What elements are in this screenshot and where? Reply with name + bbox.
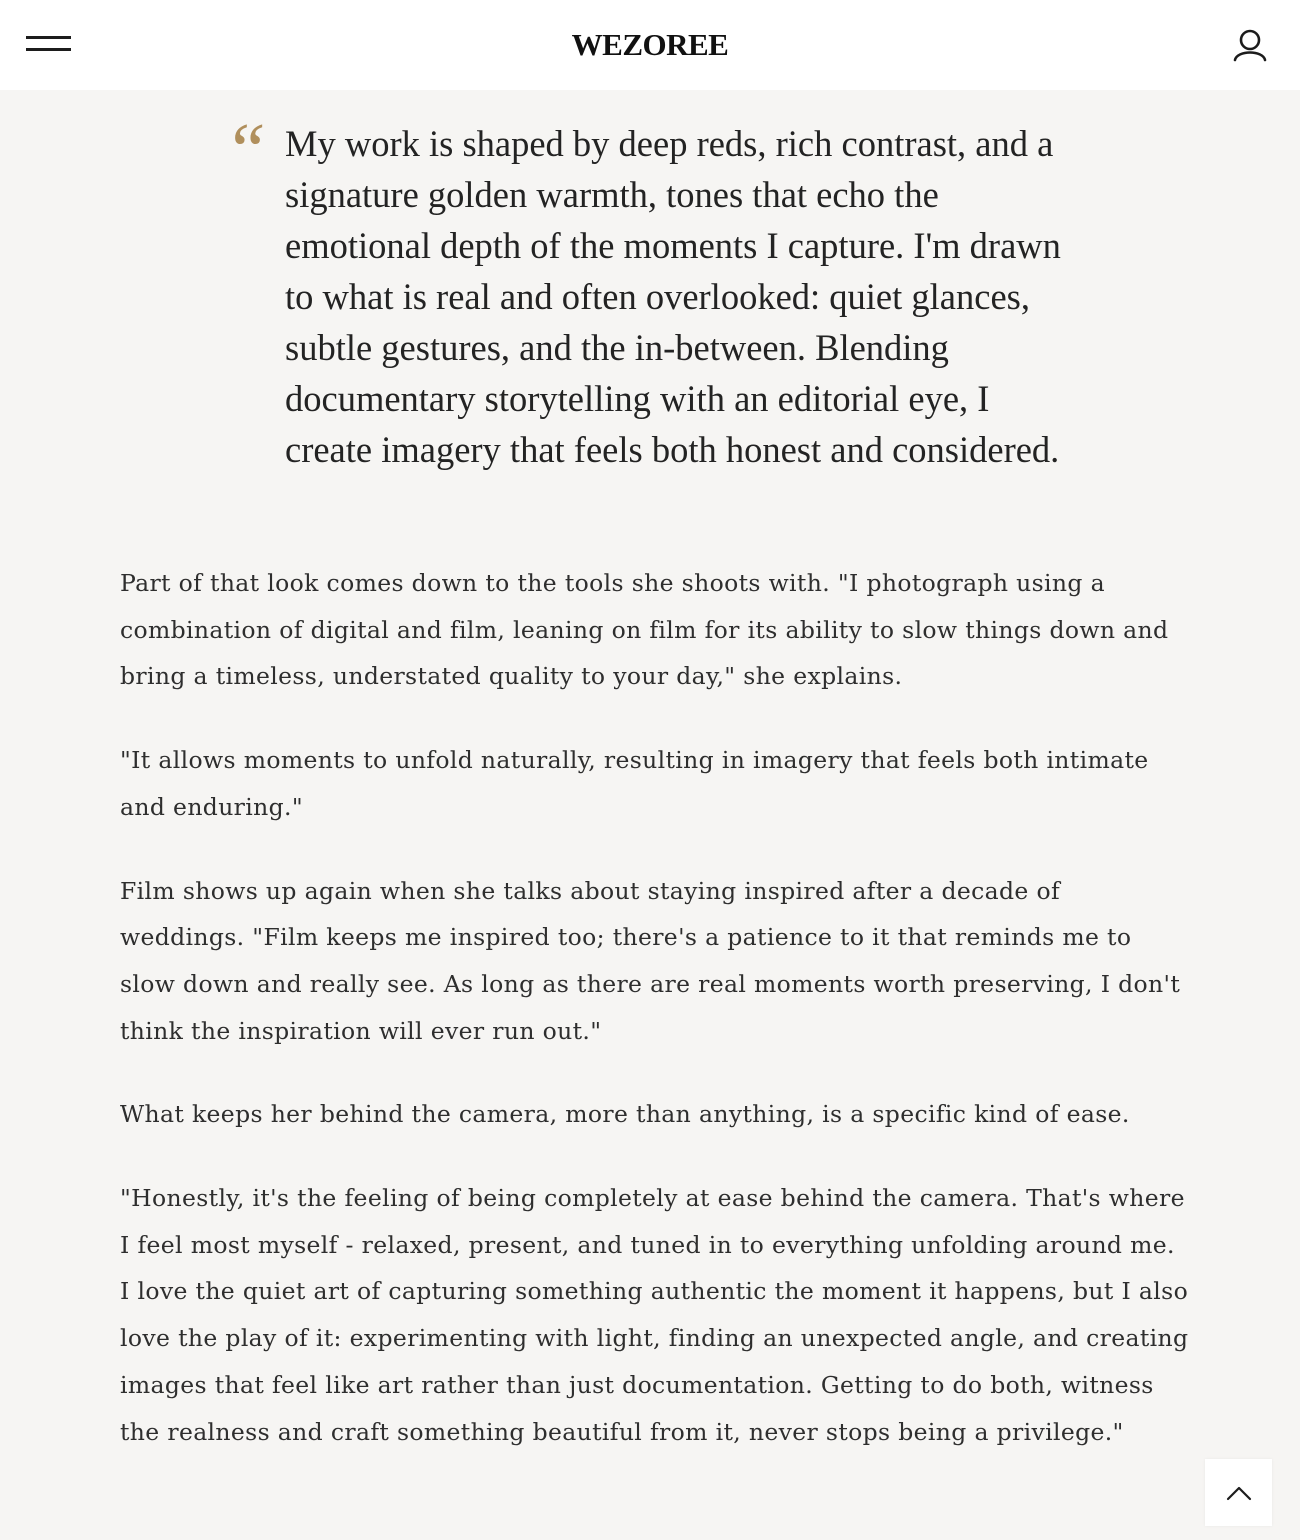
article-paragraph: "Honestly, it's the feeling of being completely at ease behind the camera. That's where I feel most myself - relaxed, present, and tuned in to everything unfolding around me. I love the quiet art of capturing something authentic the moment it happens, but I also love the play of it: experimenting with light, finding an unexpected angle, and creating images that feel like art rather than just documentation. Getting to do both, witness the realness and craft something beautiful from it, never stops being a privilege." [120,1184,1189,1446]
article-paragraph: Film shows up again when she talks about staying inspired after a decade of weddings. "Film keeps me inspired too; there's a patience to it that reminds me to slow down and really see. As long as there are real moments worth preserving, I don't think the inspiration will ever run out." [120,876,1181,1045]
article-paragraph: Part of that look comes down to the tools she shoots with. "I photograph using a combination of digital and film, leaning on film for its ability to slow things down and bring a timeless, understated quality to your day," she explains. [120,569,1169,691]
pull-quote-text: My work is shaped by deep reds, rich contrast, and a signature golden warmth, tones that echo the emotional depth of the moments I capture. I'm drawn to what is real and often overlooked: quiet glances, subtle gestures, and the in-between. Blending documentary storytelling with an editorial eye, I create imagery that feels both honest and considered. [285,123,1061,470]
back-to-top-button[interactable] [1205,1459,1272,1526]
article-paragraph: What keeps her behind the camera, more than anything, is a specific kind of ease. [120,1100,1130,1129]
site-header [0,0,1300,90]
user-account-icon [1230,27,1270,67]
article-body [120,560,1190,1492]
quote-mark-icon: “ [224,108,267,192]
article-paragraph: "It allows moments to unfold naturally, resulting in imagery that feels both intimate and enduring." [120,746,1149,821]
account-button[interactable] [1230,27,1270,67]
site-logo[interactable]: WEZOREE [571,27,729,62]
chevron-up-icon [1205,1459,1272,1526]
